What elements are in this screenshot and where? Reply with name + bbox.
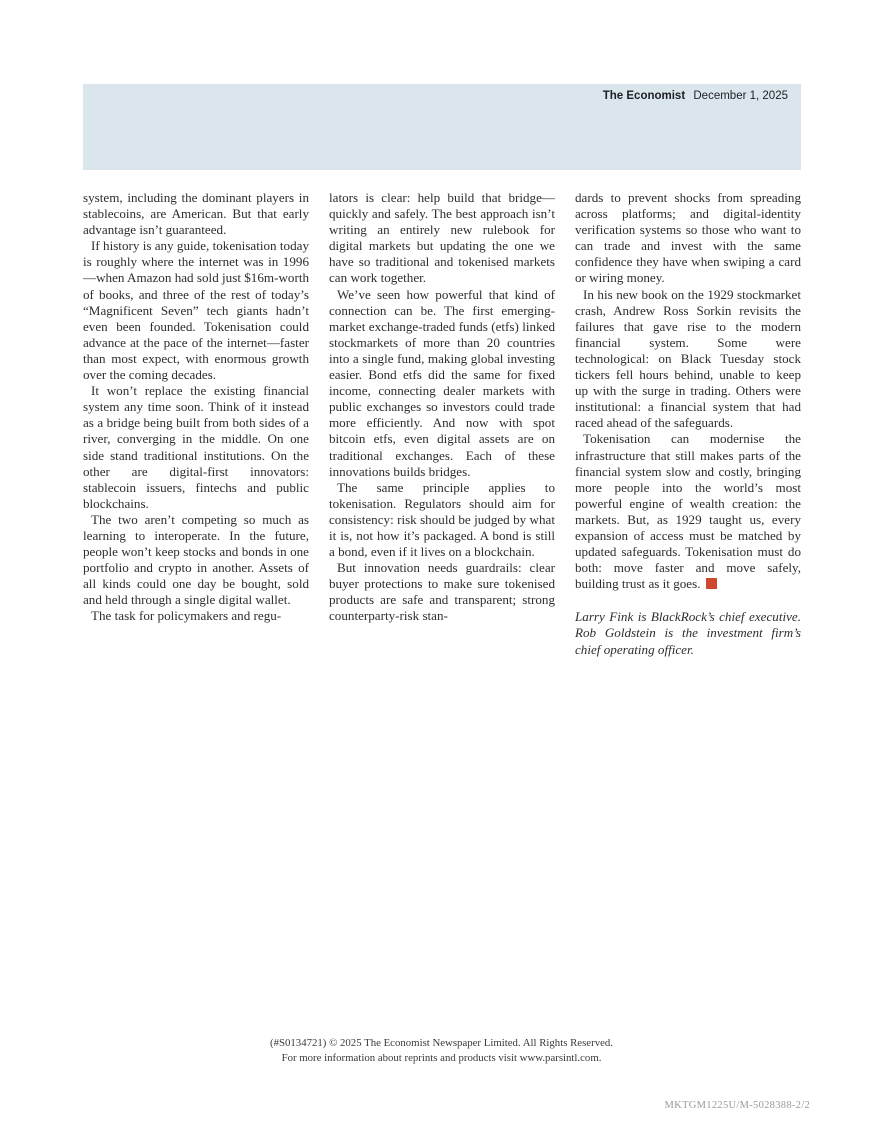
article-body [83,190,801,658]
paragraph: We’ve seen how powerful that kind of connection can be. The first emerging-market exchange-traded funds (etfs) linked stockmarkets of more than 20 countries into a single fund, making global investing easier. Bond etfs did the same for fixed income, connecting dealer markets with public exchanges so investors could trade more efficiently. And now with spot bitcoin etfs, even digital assets are on traditional exchanges. Each of these innovations builds bridges. [329,286,555,479]
paragraph: system, including the dominant players in stablecoins, are American. But that early advantage isn’t guaranteed. [83,190,309,238]
article-column-1 [83,190,309,658]
paragraph: But innovation needs guardrails: clear buyer protections to make sure tokenised products are safe and transparent; strong counterparty-risk stan- [329,560,555,624]
paragraph: If history is any guide, tokenisation today is roughly where the internet was in 1996—when Amazon had sold just $16m-worth of books, and three of the rest of today’s “Magnificent Seven” tech giants hadn’t even been founded. Tokenisation could advance at the pace of the internet—faster than most expect, with enormous growth over the coming decades. [83,238,309,383]
paragraph: It won’t replace the existing financial system any time soon. Think of it instead as a bridge being built from both sides of a river, converging in the middle. On one side stand traditional institutions. On the other are digital-first innovators: stablecoin issuers, fintechs and public blockchains. [83,383,309,511]
contributor-note: Larry Fink is BlackRock’s chief executive. Rob Goldstein is the investment firm’s chief operating officer. [575,609,801,657]
paragraph: The two aren’t competing so much as learning to interoperate. In the future, people won’t keep stocks and bonds in one portfolio and crypto in another. Assets of all kinds could one day be bought, sold and held through a single digital wallet. [83,511,309,608]
paragraph: In his new book on the 1929 stockmarket crash, Andrew Ross Sorkin revisits the failures that gave rise to the modern financial system. Some were technological: on Black Tuesday stock tickers fell hours behind, unable to keep up with the surge in trading. Others were institutional: a financial system that had raced ahead of the safeguards. [575,286,801,431]
paragraph: dards to prevent shocks from spreading across platforms; and digital-identity verification systems so those who want to can trade and invest with the same confidence they have when swiping a card or wiring money. [575,190,801,286]
paragraph: The same principle applies to tokenisation. Regulators should aim for consistency: risk should be judged by what it is, not how it’s packaged. A bond is still a bond, even if it lives on a blockchain. [329,479,555,560]
header-band [83,84,801,170]
paragraph [575,431,801,592]
publication-name: The Economist [602,90,686,102]
document-code: MKTGM1225U/M-5028388-2/2 [664,1100,810,1111]
paragraph: The task for policymakers and regu- [91,608,282,624]
reprint-footer [0,1036,883,1065]
reprints-info-line: For more information about reprints and products visit www.parsintl.com. [281,1051,602,1064]
article-column-2 [329,190,555,658]
copyright-line: (#S0134721) © 2025 The Economist Newspaper Limited. All Rights Reserved. [270,1037,613,1049]
paragraph: lators is clear: help build that bridge—quickly and safely. The best approach isn’t writing an entirely new rulebook for digital markets but updating the one we have so traditional and tokenised markets can work together. [329,190,555,286]
header-masthead [603,90,788,102]
issue-date: December 1, 2025 [693,90,788,102]
paragraph-text: Tokenisation can modernise the infrastructure that still makes parts of the financial system slow and costly, bringing more people into the world’s most powerful engine of wealth creation: the markets. But, as 1929 taught us, every expansion of access must be matched by updated safeguards. Tokenisation must do both: move faster and move safely, building trust as it goes. [575,431,801,592]
end-of-article-marker [706,578,717,589]
article-column-3 [575,190,801,658]
